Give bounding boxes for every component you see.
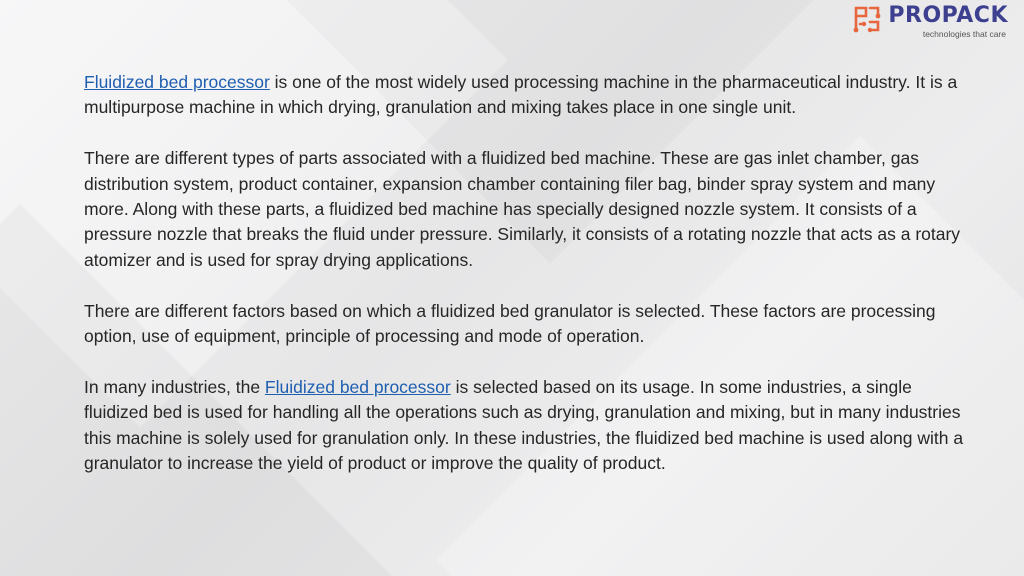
propack-logo-icon	[852, 4, 882, 34]
paragraph-text: There are different factors based on which a fluidized bed granulator is selected. These factors are processing option, use of equipment, principle of processing and mode of operation.	[84, 300, 936, 347]
paragraph-text: is selected based on its usage. In some industries, a single fluidized bed is used for handling all the operations such as drying, granulation and mixing, but in many industries this machine is solely used for granulation only. In these industries, the fluidized bed machine is used along with a granulator to increase the yield of product or improve the quality of product.	[84, 376, 964, 474]
brand-tagline: technologies that care	[922, 29, 1006, 39]
fluidized-bed-processor-link[interactable]: Fluidized bed processor	[264, 376, 451, 397]
paragraph-text: In many industries, the	[84, 376, 265, 397]
paragraph-text: is one of the most widely used processing machine in the pharmaceutical industry. It is a multipurpose machine in which drying, granulation and mixing takes place in one single unit.	[84, 72, 958, 118]
fluidized-bed-processor-link[interactable]: Fluidized bed processor	[84, 72, 270, 92]
paragraph-1	[84, 70, 964, 121]
slide-body	[84, 70, 964, 502]
paragraph-2	[84, 146, 964, 273]
brand-name: PROPACK	[888, 3, 1008, 28]
propack-logo	[852, 3, 1008, 39]
paragraph-3	[84, 299, 964, 350]
paragraph-text: There are different types of parts associated with a fluidized bed machine. These are gas inlet chamber, gas distribution system, product container, expansion chamber containing filer bag, binder spray system and many more. Along with these parts, a fluidized bed machine has specially designed nozzle system. It consists of a pressure nozzle that breaks the fluid under pressure. Similarly, it consists of a rotating nozzle that acts as a rotary atomizer and is used for spray drying applications.	[84, 148, 961, 270]
paragraph-4	[84, 375, 964, 477]
